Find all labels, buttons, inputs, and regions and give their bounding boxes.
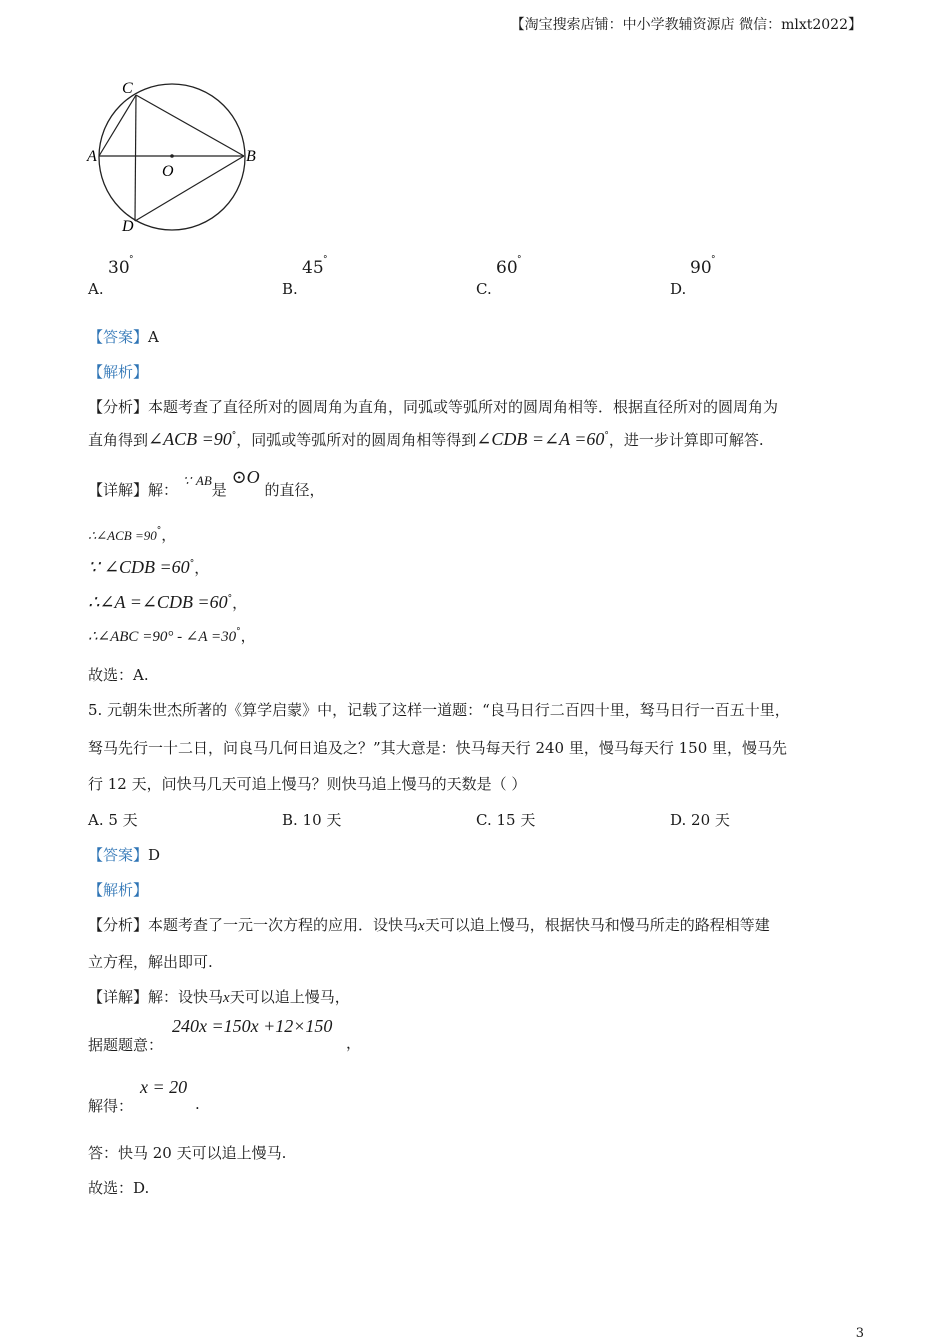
q4-option-a: A. 30 ° [88,255,134,298]
segment-db [135,156,244,221]
q5-solution: x = 20 [140,1077,188,1097]
q5-equation-comma: ， [346,1034,362,1052]
q5-fenxi-line2: 立方程，解出即可. [88,953,213,971]
q5-stem-line3: 行 12 天，问快马几天可追上慢马？则快马追上慢马的天数是（ ） [88,775,527,793]
segment-ac [99,95,136,156]
q4-fenxi-line2: 直角得到∠ACB =90°，同弧或等弧所对的圆周角相等得到∠CDB =∠A =60°，进一步计算即可解答. [88,429,764,449]
q5-detail-line: 【详解】解：设快马x天可以追上慢马， [88,988,350,1006]
q5-equation: 240x =150x +12×150 [172,1016,333,1036]
q4-analysis-tag: 【解析】 [88,363,149,381]
geometry-figure [86,76,266,240]
q5-answer: 【答案】D [88,846,161,864]
q5-solve-label: 解得： [88,1097,134,1115]
segment-cd [135,95,136,221]
label-d: D [122,218,134,235]
q5-fenxi-line1: 【分析】本题考查了一元一次方程的应用．设快马x天可以追上慢马，根据快马和慢马所走的路程相等建 [88,916,770,934]
label-o: O [162,163,174,180]
q4-option-d: D. 90 ° [670,255,716,298]
q4-answer: 【答案】A [88,328,159,346]
q5-choose: 故选：D. [88,1179,150,1197]
q4-option-b: B. 45 ° [282,255,328,298]
center-point [170,154,174,158]
q5-option-a: A. 5 天 [88,811,138,829]
q5-option-d: D. 20 天 [670,811,730,829]
label-b: B [246,148,256,165]
page-number: 3 [855,1326,864,1341]
q5-option-b: B. 10 天 [282,811,342,829]
q5-stem-line2: 驽马先行一十二日，问良马几何日追及之？”其大意是：快马每天行 240 里，慢马每天行 150 里，慢马先 [88,739,788,757]
q5-answer-line: 答：快马 20 天可以追上慢马. [88,1144,287,1162]
q4-option-c: C. 60 ° [476,255,522,298]
q5-stem-line1: 5. 元朝朱世杰所著的《算学启蒙》中，记载了这样一道题：“良马日行二百四十里，驽马日行一百五十里， [88,701,790,719]
q5-option-c: C. 15 天 [476,811,536,829]
q5-solution-dot: . [195,1095,200,1113]
q4-detail-line: 【详解】解： ∵ AB是 ⊙O 的直径， [88,467,325,499]
circle-diagram [86,76,266,236]
q4-choose: 故选：A. [88,666,149,684]
q5-analysis-tag: 【解析】 [88,881,149,899]
segment-cb [136,95,244,156]
q4-fenxi-line1: 【分析】本题考查了直径所对的圆周角为直角，同弧或等弧所对的圆周角相等．根据直径所对的圆周角为 [88,398,779,416]
label-a: A [87,148,97,165]
q4-step4: ∴∠ABC =90° - ∠A =30°， [88,627,256,645]
page-header: 【淘宝搜索店铺：中小学教辅资源店 微信：mlxt2022】 [510,17,862,33]
q4-step1: ∴∠ACB =90°， [88,526,177,544]
q5-equation-label: 据题题意： [88,1036,164,1054]
q4-step2: ∵ ∠CDB =60°， [88,557,210,577]
label-c: C [122,80,133,97]
q4-step3: ∴∠A =∠CDB =60°， [88,592,248,612]
